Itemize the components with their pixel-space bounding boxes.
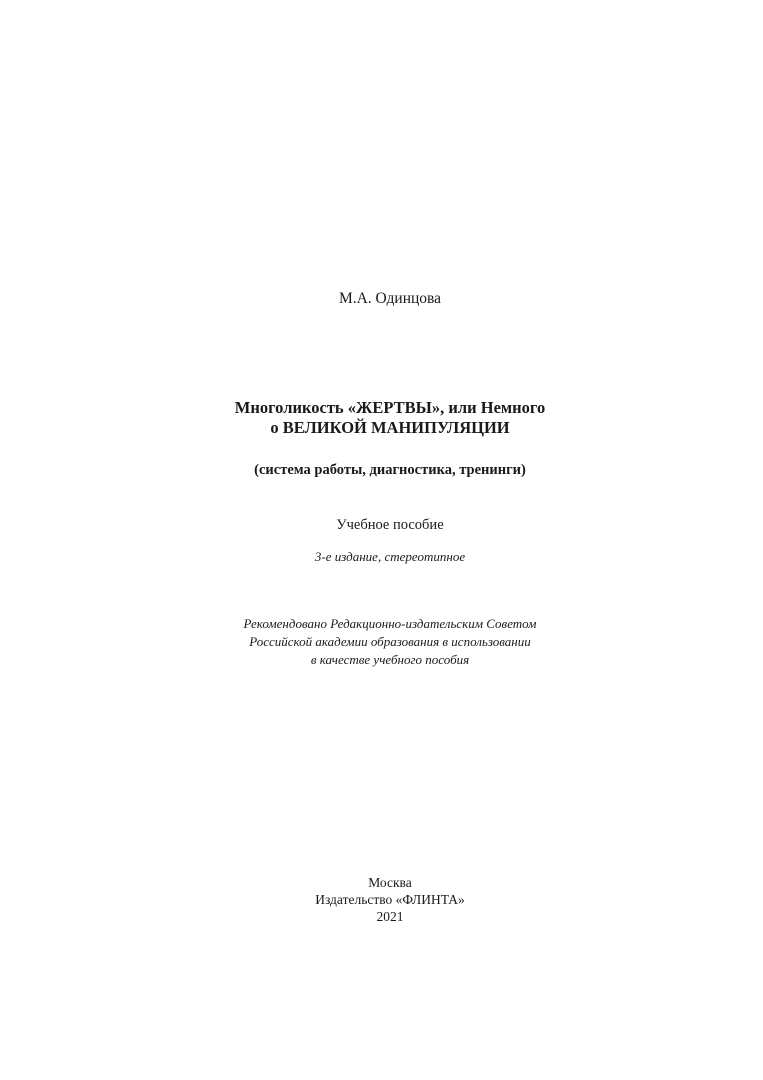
recommendation-line-3: в качестве учебного пособия (310, 652, 470, 667)
edition-note: 3-е издание, стереотипное (314, 549, 466, 564)
book-genre: Учебное пособие (336, 517, 444, 533)
recommendation-line-2: Российской академии образования в использовании (249, 634, 531, 649)
book-title-line-1: Многоликость «ЖЕРТВЫ», или Немного (234, 398, 546, 417)
imprint-publisher: Издательство «ФЛИНТА» (315, 892, 465, 907)
book-subtitle: (система работы, диагностика, тренинги) (254, 462, 526, 478)
author-name: М.А. Одинцова (338, 290, 442, 307)
book-title-line-2: о ВЕЛИКОЙ МАНИПУЛЯЦИИ (270, 418, 510, 437)
imprint-year: 2021 (376, 909, 404, 924)
recommendation-line-1: Рекомендовано Редакционно-издательским Советом (243, 616, 537, 631)
imprint-city: Москва (368, 875, 412, 890)
